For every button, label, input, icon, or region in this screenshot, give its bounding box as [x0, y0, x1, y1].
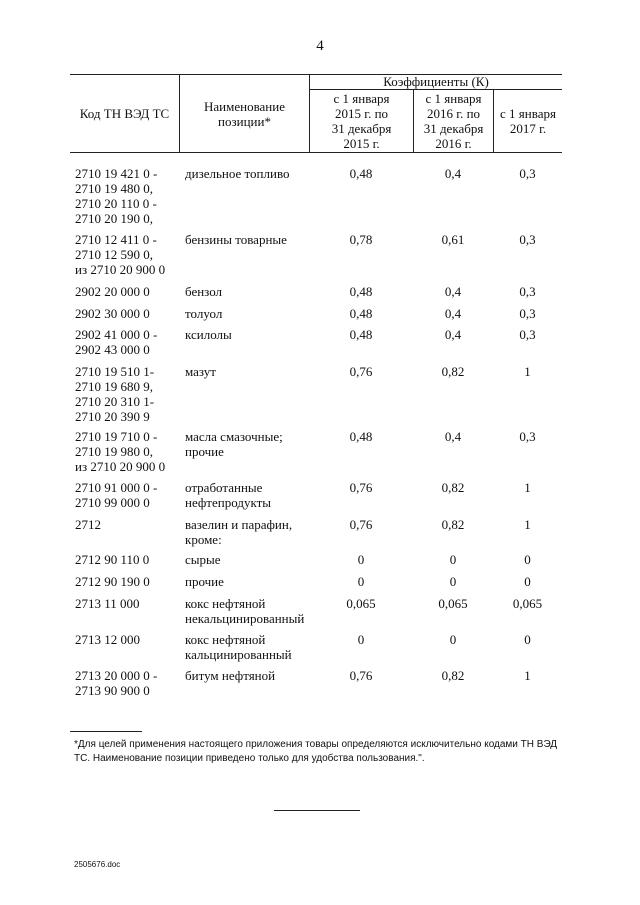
- hs-code: [75, 364, 180, 424]
- hs-code-line: 2710 12 411 0 -: [75, 232, 157, 247]
- coef-2017: 0: [524, 574, 531, 589]
- hs-code: [75, 632, 180, 647]
- coef-2015: 0,065: [346, 596, 376, 611]
- document-id: 2505676.doc: [74, 860, 121, 869]
- position-name-line: прочие: [185, 444, 224, 459]
- hs-code-line: 2710 19 710 0 -: [75, 429, 158, 444]
- hs-code-line: 2902 43 000 0: [75, 342, 150, 357]
- coef-2015: 0,76: [349, 668, 373, 683]
- coef-2017: 0,3: [519, 327, 536, 342]
- position-name-line: кальцинированный: [185, 647, 292, 662]
- position-name-line: прочие: [185, 574, 224, 589]
- hs-code-line: 2710 19 421 0 -: [75, 166, 158, 181]
- position-name: [185, 480, 320, 510]
- hs-code-line: 2710 12 590 0,: [75, 247, 153, 262]
- position-name-line: бензол: [185, 284, 223, 299]
- position-name-line: некальцинированный: [185, 611, 305, 626]
- position-name-line: толуол: [185, 306, 223, 321]
- coef-2016: 0,4: [444, 284, 462, 299]
- coef-2017: 1: [524, 364, 531, 379]
- coef-2015: 0,48: [349, 327, 373, 342]
- hs-code-line: 2710 19 680 9,: [75, 379, 153, 394]
- position-name-line: кроме:: [185, 532, 222, 547]
- header-period-line: 2017 г.: [509, 121, 547, 136]
- position-name-line: битум нефтяной: [185, 668, 276, 683]
- hs-code: [75, 284, 180, 299]
- coef-2015: 0,48: [349, 429, 373, 444]
- coef-2017: 0: [524, 632, 531, 647]
- hs-code: [75, 306, 180, 321]
- header-period-line: с 1 января: [500, 106, 556, 121]
- hs-code-line: из 2710 20 900 0: [75, 262, 166, 277]
- coef-2015: 0,48: [349, 284, 373, 299]
- footnote: *Для целей применения настоящего приложения товары определяются исключительно кодами ТН ВЭД ТС. Наименование позиции приведено только для удобства пользования.".: [74, 739, 558, 764]
- position-name: [185, 517, 320, 547]
- coef-2017: 0,065: [512, 596, 543, 611]
- hs-code-line: 2710 20 310 1-: [75, 394, 155, 409]
- coef-2016: 0,82: [441, 364, 465, 379]
- hs-code: [75, 552, 180, 567]
- coef-2015: 0: [357, 552, 365, 567]
- hs-code-line: 2710 20 390 9: [75, 409, 150, 424]
- coef-2017: 1: [524, 480, 531, 495]
- coef-2015: 0,48: [349, 166, 373, 181]
- header-coef-group: Коэффициенты (К): [383, 74, 489, 89]
- position-name: [185, 596, 320, 626]
- header-bottom-rule: [70, 152, 562, 153]
- position-name-line: ксилолы: [185, 327, 232, 342]
- coef-2015: 0,48: [349, 306, 373, 321]
- position-name-line: сырые: [185, 552, 221, 567]
- coef-2016: 0,4: [444, 166, 462, 181]
- coef-2015: 0: [357, 574, 365, 589]
- hs-code-line: 2710 20 190 0,: [75, 211, 153, 226]
- coef-2015: 0: [357, 632, 365, 647]
- header-period-line: 31 декабря: [423, 121, 484, 136]
- position-name: [185, 284, 320, 299]
- coef-2016: 0,82: [441, 668, 465, 683]
- coef-2017: 1: [524, 668, 531, 683]
- position-name-line: масла смазочные;: [185, 429, 283, 444]
- hs-code-line: 2710 20 110 0 -: [75, 196, 157, 211]
- position-name-line: дизельное топливо: [185, 166, 290, 181]
- coef-2017: 0,3: [519, 429, 536, 444]
- position-name: [185, 364, 320, 379]
- header-name: [180, 75, 309, 152]
- coef-2016: 0: [449, 552, 457, 567]
- hs-code-line: 2712 90 190 0: [75, 574, 150, 589]
- coef-2015: 0,76: [349, 480, 373, 495]
- coef-2017: 0,3: [519, 306, 536, 321]
- coef-2016: 0,61: [441, 232, 465, 247]
- hs-code-line: 2713 11 000: [75, 596, 140, 611]
- end-rule: [274, 810, 360, 811]
- hs-code-line: 2713 20 000 0 -: [75, 668, 158, 683]
- position-name-line: вазелин и парафин,: [185, 517, 293, 532]
- position-name: [185, 632, 320, 662]
- hs-code-line: 2710 19 980 0,: [75, 444, 153, 459]
- position-name: [185, 552, 320, 567]
- position-name: [185, 574, 320, 589]
- header-period-line: 2015 г.: [343, 136, 380, 151]
- position-name-line: кокс нефтяной: [185, 596, 266, 611]
- header-period-line: 2015 г. по: [334, 106, 389, 121]
- hs-code: [75, 166, 180, 226]
- hs-code: [75, 517, 180, 532]
- position-name: [185, 327, 320, 342]
- hs-code: [75, 596, 180, 611]
- hs-code-line: из 2710 20 900 0: [75, 459, 166, 474]
- header-name-line: позиции*: [218, 113, 271, 129]
- hs-code: [75, 232, 180, 277]
- footnote-rule: [70, 731, 142, 732]
- coef-2017: 0: [524, 552, 531, 567]
- header-period-2016: [414, 90, 493, 152]
- hs-code-line: 2710 99 000 0: [75, 495, 150, 510]
- position-name-line: бензины товарные: [185, 232, 287, 247]
- coef-2016: 0,065: [438, 596, 468, 611]
- coef-2016: 0,4: [444, 306, 462, 321]
- coef-2015: 0,78: [349, 232, 373, 247]
- page-number: 4: [316, 38, 324, 54]
- coef-2017: 0,3: [519, 284, 536, 299]
- position-name-line: мазут: [185, 364, 216, 379]
- hs-code-line: 2713 90 900 0: [75, 683, 150, 698]
- hs-code-line: 2902 20 000 0: [75, 284, 150, 299]
- hs-code-line: 2902 41 000 0 -: [75, 327, 158, 342]
- coef-2016: 0: [449, 632, 457, 647]
- position-name: [185, 668, 320, 683]
- header-period-2017: [494, 90, 562, 152]
- coef-2016: 0,4: [444, 327, 462, 342]
- position-name-line: нефтепродукты: [185, 495, 272, 510]
- position-name: [185, 232, 320, 247]
- header-period-line: с 1 января: [425, 91, 482, 106]
- header-period-line: с 1 января: [333, 91, 390, 106]
- header-code: Код ТН ВЭД ТС: [79, 106, 170, 121]
- position-name-line: отработанные: [185, 480, 263, 495]
- coef-2017: 0,3: [519, 232, 536, 247]
- hs-code-line: 2710 91 000 0 -: [75, 480, 158, 495]
- position-name: [185, 166, 320, 181]
- hs-code: [75, 429, 180, 474]
- hs-code-line: 2902 30 000 0: [75, 306, 150, 321]
- position-name: [185, 429, 320, 459]
- hs-code: [75, 668, 180, 698]
- header-period-line: 2016 г. по: [426, 106, 481, 121]
- coef-2015: 0,76: [349, 517, 373, 532]
- hs-code-line: 2710 19 480 0,: [75, 181, 153, 196]
- hs-code: [75, 574, 180, 589]
- header-period-line: 31 декабря: [331, 121, 392, 136]
- hs-code-line: 2710 19 510 1-: [75, 364, 155, 379]
- coef-2016: 0,4: [444, 429, 462, 444]
- hs-code: [75, 480, 180, 510]
- position-name-line: кокс нефтяной: [185, 632, 266, 647]
- hs-code-line: 2712: [75, 517, 101, 532]
- hs-code-line: 2713 12 000: [75, 632, 140, 647]
- hs-code: [75, 327, 180, 357]
- header-period-2015: [310, 90, 413, 152]
- position-name: [185, 306, 320, 321]
- coef-2017: 0,3: [519, 166, 536, 181]
- header-period-line: 2016 г.: [435, 136, 472, 151]
- coef-2016: 0,82: [441, 517, 465, 532]
- coef-2015: 0,76: [349, 364, 373, 379]
- coef-2016: 0,82: [441, 480, 465, 495]
- hs-code-line: 2712 90 110 0: [75, 552, 150, 567]
- coef-2017: 1: [524, 517, 531, 532]
- header-name-line: Наименование: [204, 98, 285, 114]
- coef-2016: 0: [449, 574, 457, 589]
